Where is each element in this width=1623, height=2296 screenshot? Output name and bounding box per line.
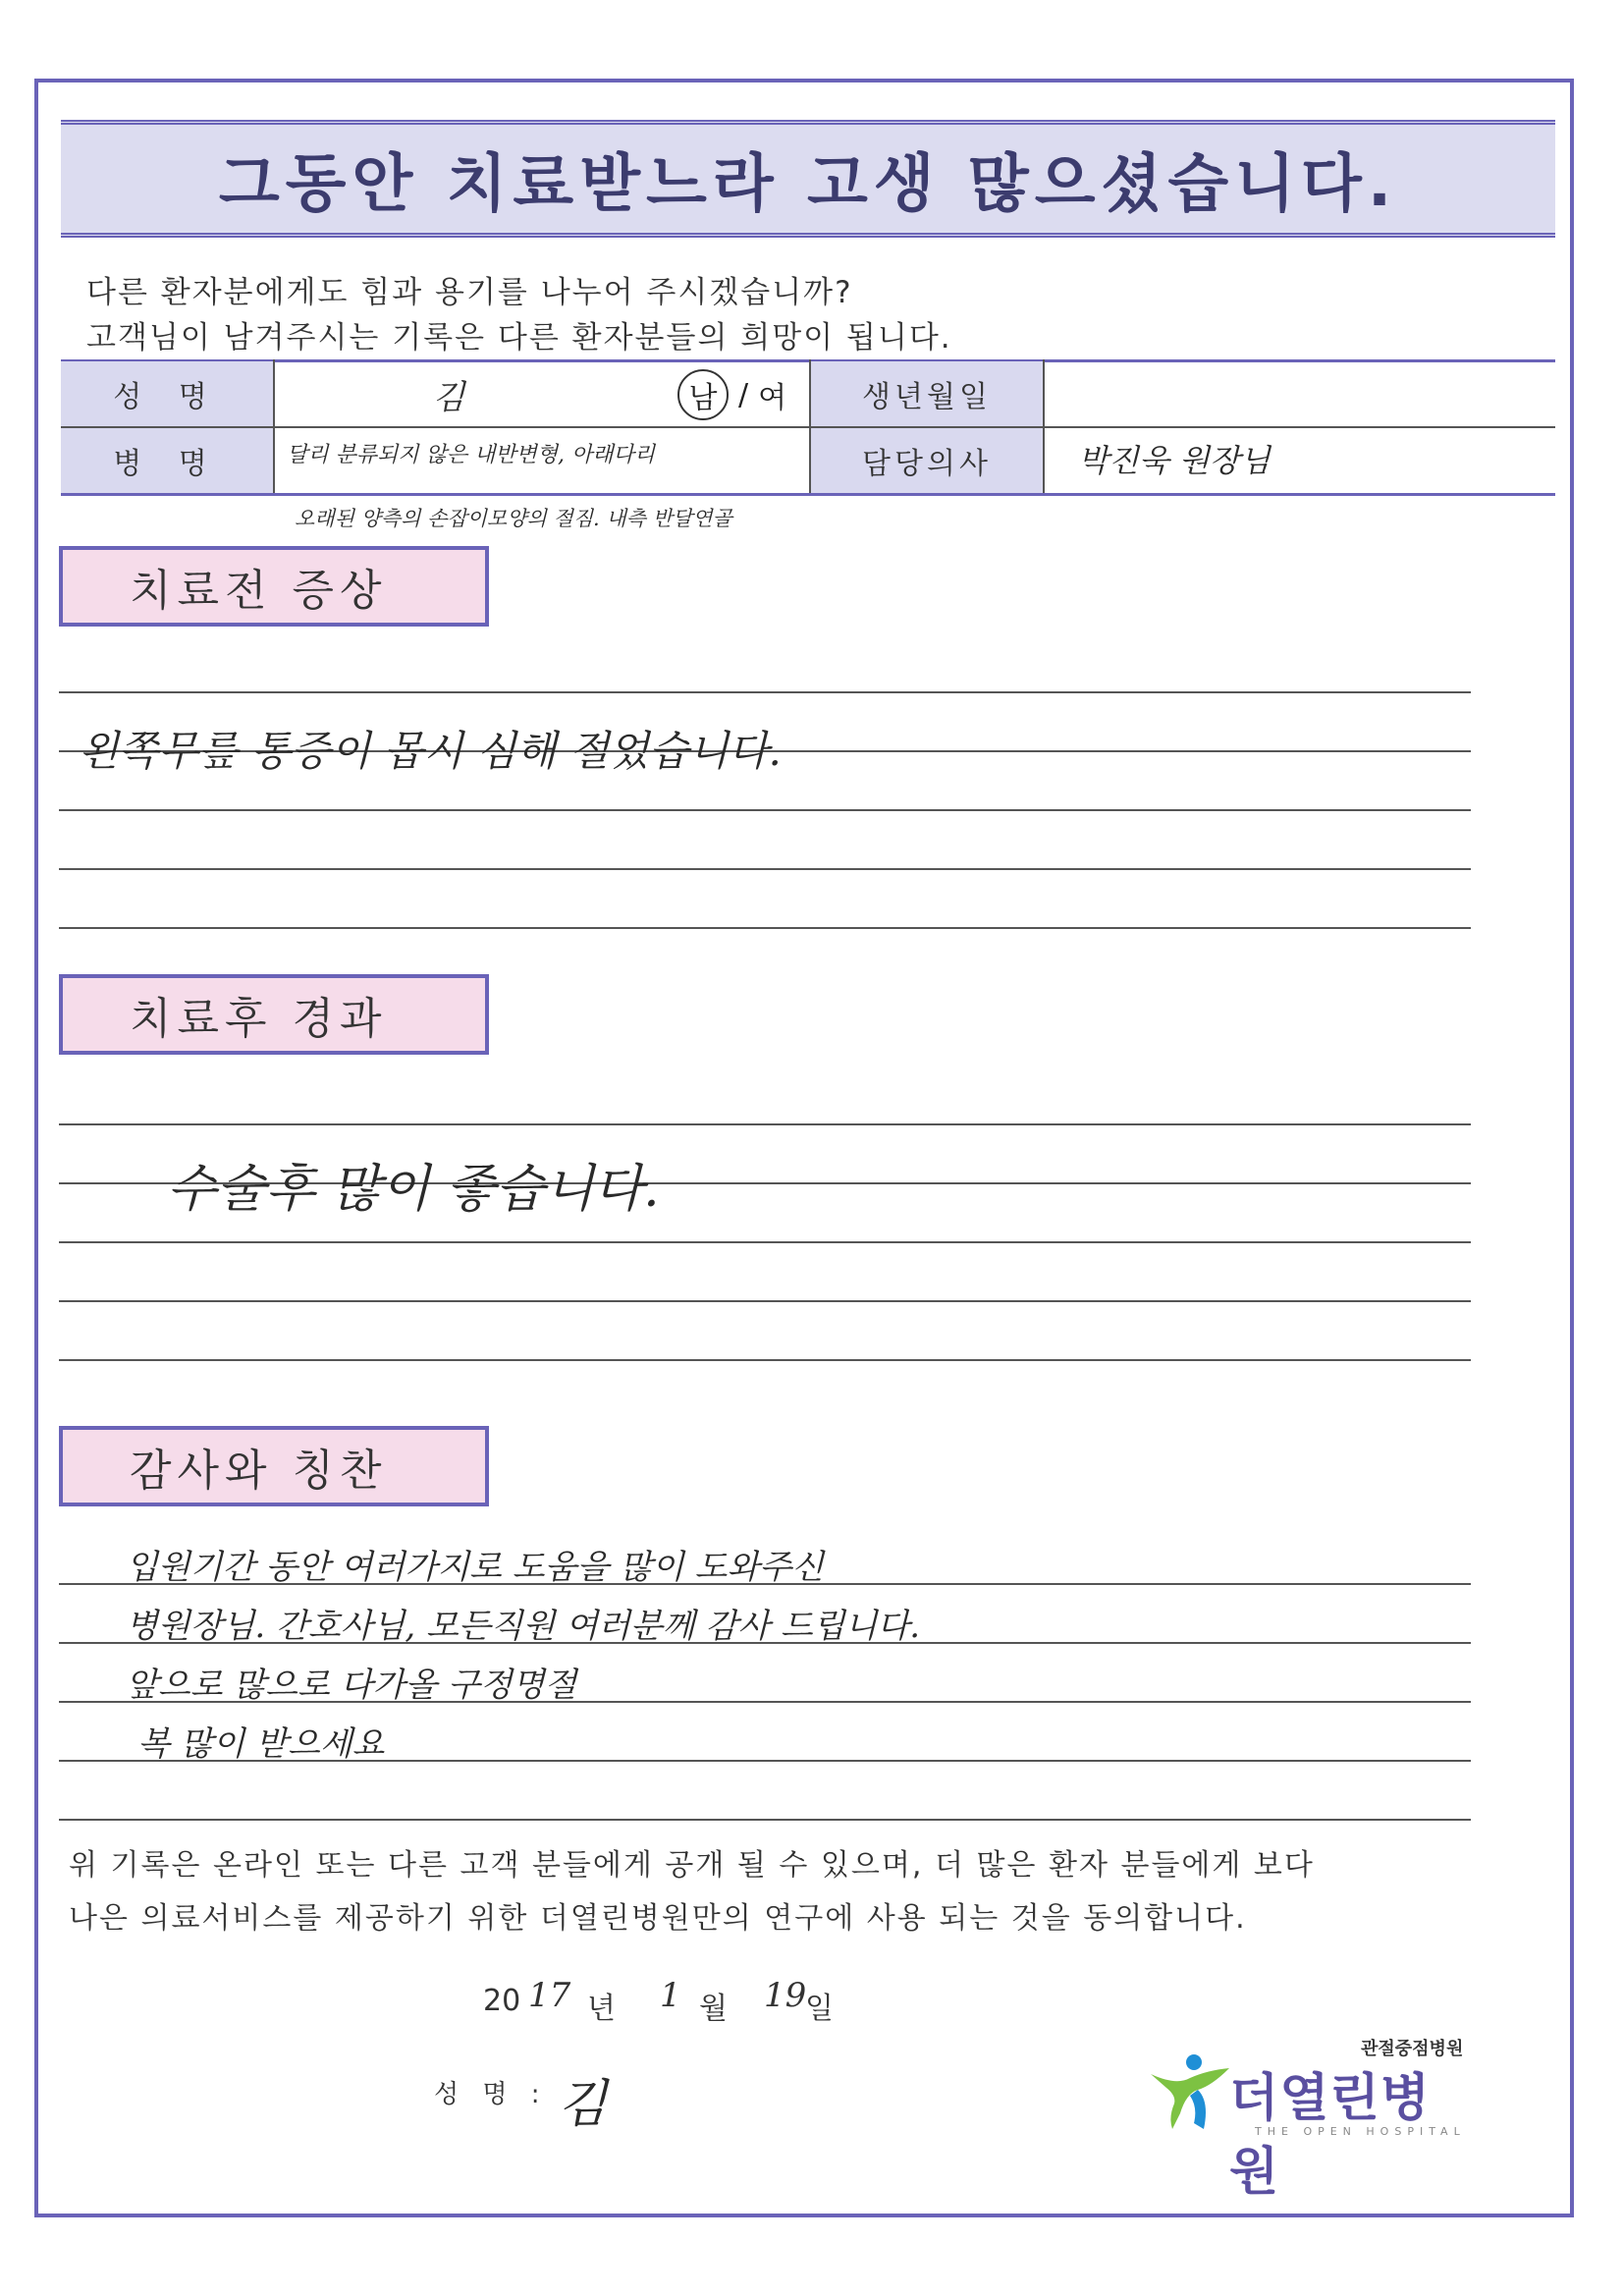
consent-line-1: 위 기록은 온라인 또는 다른 고객 분들에게 공개 될 수 있으며, 더 많은 환자 분들에게 보다 bbox=[69, 1848, 1315, 1883]
title-banner bbox=[61, 120, 1555, 238]
date-year: 17 bbox=[528, 1976, 571, 2015]
logo-figure-icon bbox=[1147, 2052, 1235, 2133]
logo-name: 더열린병원 bbox=[1229, 2069, 1431, 2202]
sex-female: 여 bbox=[758, 381, 787, 415]
patient-info-table bbox=[61, 359, 1555, 497]
before-treatment-heading: 치료전 증상 bbox=[59, 546, 489, 627]
disease-label: 병 명 bbox=[61, 428, 273, 493]
disease-value: 달리 분류되지 않은 내반변형, 아래다리 bbox=[287, 443, 655, 467]
date-day-label: 일 bbox=[805, 1992, 834, 2026]
after-treatment-heading: 치료후 경과 bbox=[59, 974, 489, 1055]
date-day: 19 bbox=[764, 1976, 807, 2015]
page-title: 그동안 치료받느라 고생 많으셨습니다. bbox=[218, 148, 1398, 221]
before-treatment-text: 왼쪽무릎 통증이 몹시 심해 절었습니다. bbox=[79, 727, 782, 775]
thanks-line-1: 입원기간 동안 여러가지로 도움을 많이 도와주신 bbox=[126, 1548, 824, 1587]
signature-label: 성 명 : bbox=[434, 2080, 548, 2109]
signature-value: 김 bbox=[558, 2075, 608, 2134]
thanks-heading: 감사와 칭찬 bbox=[59, 1426, 489, 1506]
intro-line-1: 다른 환자분에게도 힘과 용기를 나누어 주시겠습니까? bbox=[86, 275, 853, 310]
date-year-prefix: 20 bbox=[483, 1984, 521, 2018]
after-treatment-text: 수술후 많이 좋습니다. bbox=[167, 1160, 660, 1219]
name-value: 김 bbox=[432, 377, 465, 417]
intro-line-2: 고객님이 남겨주시는 기록은 다른 환자분들의 희망이 됩니다. bbox=[86, 320, 952, 355]
disease-value-continued: 오래된 양측의 손잡이모양의 절짐. 내측 반달연골 bbox=[295, 507, 732, 530]
logo-english: THE OPEN HOSPITAL bbox=[1255, 2125, 1466, 2138]
date-year-label: 년 bbox=[587, 1992, 616, 2026]
sex-separator: / bbox=[738, 377, 749, 412]
birth-label: 생년월일 bbox=[811, 361, 1043, 426]
name-label: 성 명 bbox=[61, 361, 273, 426]
date-month: 1 bbox=[660, 1976, 681, 2015]
doctor-value: 박진욱 원장님 bbox=[1078, 442, 1271, 479]
thanks-line-4: 복 많이 받으세요 bbox=[137, 1724, 385, 1764]
thanks-line-2: 병원장님. 간호사님, 모든직원 여러분께 감사 드립니다. bbox=[126, 1607, 921, 1646]
sex-male: 남 bbox=[688, 381, 718, 415]
hospital-logo bbox=[1147, 2035, 1481, 2202]
sex-field bbox=[677, 367, 786, 422]
consent-line-2: 나은 의료서비스를 제공하기 위한 더열린병원만의 연구에 사용 되는 것을 동의합니다. bbox=[69, 1901, 1247, 1936]
date-month-label: 월 bbox=[699, 1992, 728, 2026]
sex-male-circled bbox=[677, 369, 729, 420]
logo-tagline: 관절중점병원 bbox=[1361, 2039, 1464, 2059]
doctor-label: 담당의사 bbox=[811, 428, 1043, 493]
thanks-line-3: 앞으로 많으로 다가올 구정명절 bbox=[126, 1666, 577, 1705]
